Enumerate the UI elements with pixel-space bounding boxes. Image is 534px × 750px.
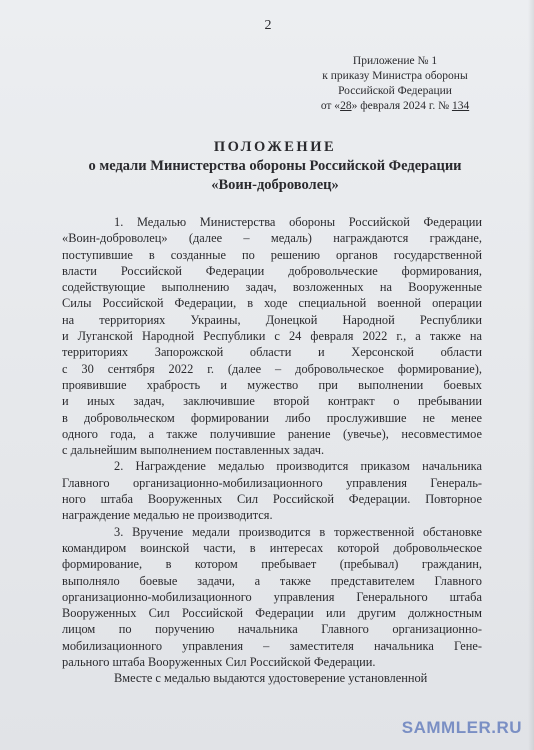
paragraph-line: одного года, а также получившие ранение (увечье), несовместимое (62, 426, 482, 441)
paragraph-line: содействующие выполнению задач, возложенных на Вооруженные (62, 280, 482, 295)
paragraph-line: Вооруженных Сил Российской Федерации или другим должностным (62, 606, 482, 621)
paragraph-line: «Воин-доброволец» (далее – медаль) награждаются граждане, (62, 231, 482, 246)
appendix-line-2: к приказу Министра обороны (322, 70, 468, 82)
order-day: 28 (340, 100, 352, 112)
paragraph-line: награждение медалью не производится. (62, 508, 273, 523)
title-line-2: о медали Министерства обороны Российской Федерации (88, 158, 462, 174)
date-prefix: от « (320, 100, 341, 112)
paragraph-line: на территориях Украины, Донецкой Народной Республики (62, 312, 482, 327)
paragraph-line: мобилизационного управления – заместителя начальника Гене- (62, 638, 482, 653)
date-middle: » февраля 2024 г. № (351, 100, 450, 112)
page-number: 2 (264, 18, 272, 33)
paragraph-3 (62, 524, 482, 671)
paragraph-line: ного штаба Вооруженных Сил Российской Федерации. Повторное (62, 492, 482, 507)
appendix-line-1: Приложение № 1 (352, 55, 438, 67)
page-edge-shadow (528, 0, 534, 750)
appendix-date-line (300, 99, 490, 114)
paragraph-1 (62, 214, 482, 458)
paragraph-line: рального штаба Вооруженных Сил Российской Федерации. (62, 655, 376, 670)
paragraph-line: 2. Награждение медалью производится приказом начальника (114, 459, 482, 474)
order-number: 134 (451, 100, 470, 112)
paragraph-line: и иных задач, заключившие второй контракт о пребывании (62, 394, 482, 409)
watermark: SAMMLER.RU (401, 718, 522, 737)
paragraph-line: с 30 сентября 2022 г. (далее – добровольческое формирование), (62, 361, 482, 376)
document-body (62, 214, 482, 687)
appendix-block (300, 54, 490, 114)
paragraph-line: выполняло боевые задачи, а также представителем Главного (62, 573, 482, 588)
paragraph-line: Вместе с медалью выдаются удостоверение установленной (114, 671, 428, 686)
paragraph-line: в добровольческом формировании либо прослужившие не менее (62, 410, 482, 425)
paragraph-2 (62, 458, 482, 523)
title-line-3: «Воин-доброволец» (211, 177, 339, 193)
paragraph-4 (62, 670, 482, 686)
paragraph-line: формирование, в котором пребывает (пребывал) гражданин, (62, 557, 482, 572)
title-heading: ПОЛОЖЕНИЕ (213, 139, 337, 155)
paragraph-line: поступившие в созданные по решению органов государственной (62, 247, 482, 262)
paragraph-line: Силы Российской Федерации, в ходе специальной военной операции (62, 296, 482, 311)
paragraph-line: организационно-мобилизационного управления Генерального штаба (62, 589, 482, 604)
paragraph-line: лицом по поручению начальника Главного организационно- (62, 622, 482, 637)
document-title (60, 138, 490, 195)
paragraph-line: Главного организационно-мобилизационного управления Генераль- (62, 475, 482, 490)
paragraph-line: проявившие храбрость и мужество при выполнении боевых (62, 377, 482, 392)
paragraph-line: территориях Запорожской области и Херсонской области (62, 345, 482, 360)
paragraph-line: 3. Вручение медали производится в торжественной обстановке (114, 524, 482, 539)
paragraph-line: власти Российской Федерации добровольческие формирования, (62, 263, 482, 278)
paragraph-line: с дальнейшим выполнением поставленных задач. (62, 443, 325, 458)
paragraph-line: и Луганской Народной Республики с 24 февраля 2022 г., а также на (62, 329, 482, 344)
paragraph-line: 1. Медалью Министерства обороны Российской Федерации (114, 215, 482, 229)
paragraph-line: командиром воинской части, в интересах которой добровольческое (62, 540, 482, 555)
appendix-line-3: Российской Федерации (338, 85, 452, 97)
